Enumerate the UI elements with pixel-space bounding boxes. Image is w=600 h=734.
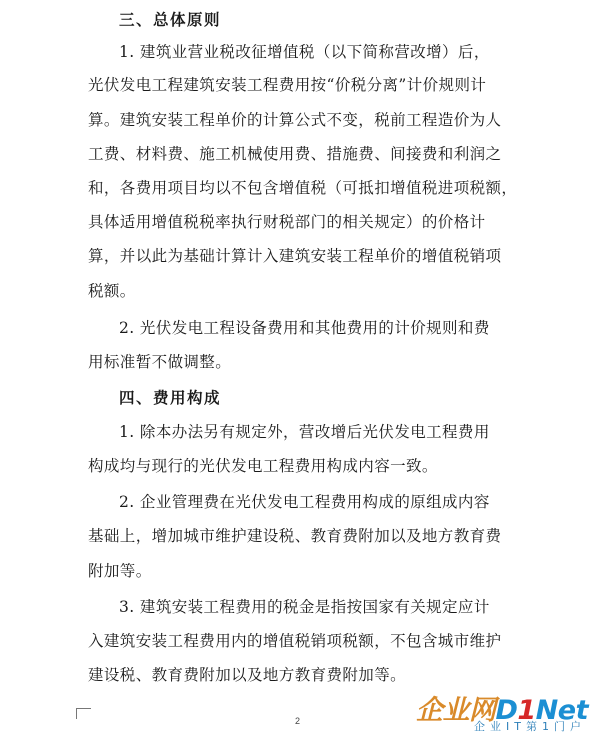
paragraph-line: 入建筑安装工程费用内的增值税销项税额，不包含城市维护 [88, 632, 502, 650]
watermark-slogan: 企业IT第1门户 [474, 720, 586, 733]
page-number: 2 [295, 716, 301, 726]
watermark-cn: 企业网 [415, 695, 496, 726]
watermark-net: Net [535, 695, 588, 726]
section-heading-cost-composition: 四、费用构成 [119, 389, 222, 407]
paragraph-line: 和，各费用项目均以不包含增值税（可抵扣增值税进项税额， [88, 179, 518, 197]
paragraph-line: 1. 建筑业营业税改征增值税（以下简称营改增）后， [119, 43, 490, 61]
paragraph-line: 税额。 [88, 282, 136, 300]
paragraph-line: 建设税、教育费附加以及地方教育费附加等。 [88, 666, 407, 684]
crop-mark [76, 708, 91, 719]
watermark-one: 1 [517, 695, 536, 726]
paragraph-line: 用标准暂不做调整。 [88, 353, 232, 371]
paragraph-line: 构成均与现行的光伏发电工程费用构成内容一致。 [88, 457, 438, 475]
paragraph-line: 附加等。 [88, 562, 152, 580]
paragraph-line: 2. 光伏发电工程设备费用和其他费用的计价规则和费 [119, 319, 490, 337]
paragraph-line: 3. 建筑安装工程费用的税金是指按国家有关规定应计 [119, 598, 490, 616]
paragraph-line: 基础上，增加城市维护建设税、教育费附加以及地方教育费 [88, 527, 502, 545]
section-heading-principles: 三、总体原则 [119, 11, 222, 29]
paragraph-line: 具体适用增值税税率执行财税部门的相关规定）的价格计 [88, 213, 486, 231]
paragraph-line: 1. 除本办法另有规定外，营改增后光伏发电工程费用 [119, 423, 490, 441]
paragraph-line: 光伏发电工程建筑安装工程费用按“价税分离”计价规则计 [88, 76, 487, 94]
paragraph-line: 算，并以此为基础计算计入建筑安装工程单价的增值税销项 [88, 247, 502, 265]
paragraph-line: 2. 企业管理费在光伏发电工程费用构成的原组成内容 [119, 493, 490, 511]
site-watermark [388, 688, 588, 732]
paragraph-line: 工费、材料费、施工机械使用费、措施费、间接费和利润之 [88, 145, 502, 163]
watermark-d: D [495, 695, 518, 726]
paragraph-line: 算。建筑安装工程单价的计算公式不变，税前工程造价为人 [88, 111, 502, 129]
